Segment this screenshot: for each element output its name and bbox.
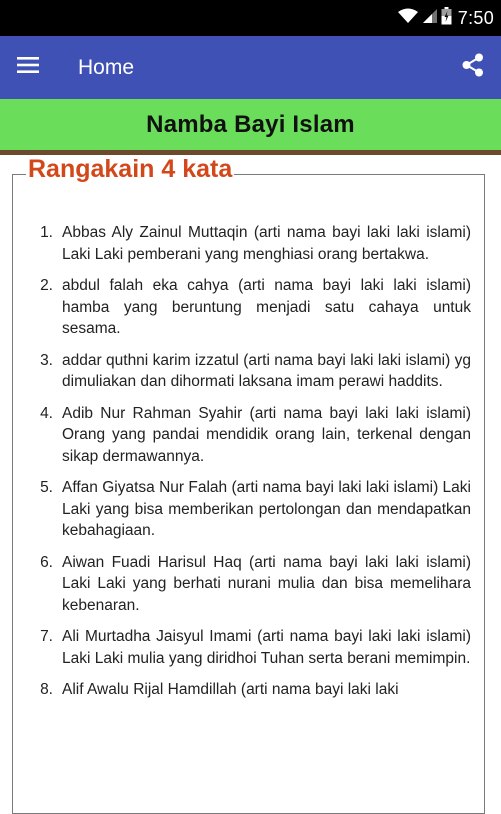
share-icon: [462, 53, 484, 82]
list-item: [28, 350, 471, 393]
title-banner: [0, 99, 501, 150]
status-time: 7:50: [457, 7, 494, 28]
list-item: [28, 626, 471, 669]
list-item-number: 7.: [40, 628, 53, 645]
list-item-number: 3.: [40, 351, 53, 369]
app-bar: [0, 36, 501, 99]
name-list: [28, 222, 471, 711]
list-item: [28, 679, 471, 701]
list-item-text: addar quthni karim izzatul (arti nama bayi laki laki islami) yg dimuliakan dan dihormati laksana imam perawi haddits.: [62, 351, 471, 390]
wifi-icon: [397, 8, 419, 29]
list-item-text: Ali Murtadha Jaisyul Imami (arti nama bayi laki laki islami) Laki Laki mulia yang diridhoi Tuhan serta berani memimpin.: [62, 628, 471, 667]
signal-icon: [422, 8, 438, 29]
list-item: [28, 275, 471, 340]
section-title: Rangakain 4 kata: [28, 155, 233, 183]
list-item: [28, 222, 471, 265]
list-item-number: 6.: [40, 553, 53, 571]
list-item-text: abdul falah eka cahya (arti nama bayi laki laki islami) hamba yang beruntung menjadi satu cahaya untuk sesama.: [62, 277, 471, 337]
share-button[interactable]: [445, 36, 501, 99]
list-item: [28, 552, 471, 617]
hamburger-menu-icon: [17, 57, 39, 78]
app-bar-title: Home: [78, 55, 135, 79]
list-item-text: Abbas Aly Zainul Muttaqin (arti nama bayi laki laki islami) Laki Laki pemberani yang menghiasi orang bertakwa.: [62, 224, 471, 263]
battery-icon: [441, 7, 452, 30]
list-item-number: 8.: [40, 681, 53, 698]
list-item-text: Affan Giyatsa Nur Falah (arti nama bayi laki laki islami) Laki Laki yang bisa memberikan pertolongan dan mendapatkan kebahagiaan.: [62, 479, 471, 539]
list-item-text: Adib Nur Rahman Syahir (arti nama bayi laki laki islami) Orang yang pandai mendidik orang lain, terkenal dengan sikap dermawannya.: [62, 404, 471, 465]
list-item-text: Aiwan Fuadi Harisul Haq (arti nama bayi laki laki islami) Laki Laki yang berhati nurani mulia dan bisa memelihara kebenaran.: [62, 553, 471, 614]
banner-title: Namba Bayi Islam: [146, 110, 355, 138]
status-bar: [0, 0, 501, 36]
list-item-text: Alif Awalu Rijal Hamdillah (arti nama bayi laki laki: [62, 681, 399, 698]
status-icons: [397, 7, 452, 30]
list-item-number: 5.: [40, 479, 53, 496]
list-item: [28, 477, 471, 542]
list-item-number: 2.: [40, 277, 53, 294]
list-item: [28, 403, 471, 468]
list-item-number: 4.: [40, 404, 53, 422]
menu-button[interactable]: [0, 36, 56, 99]
list-item-number: 1.: [40, 224, 53, 241]
